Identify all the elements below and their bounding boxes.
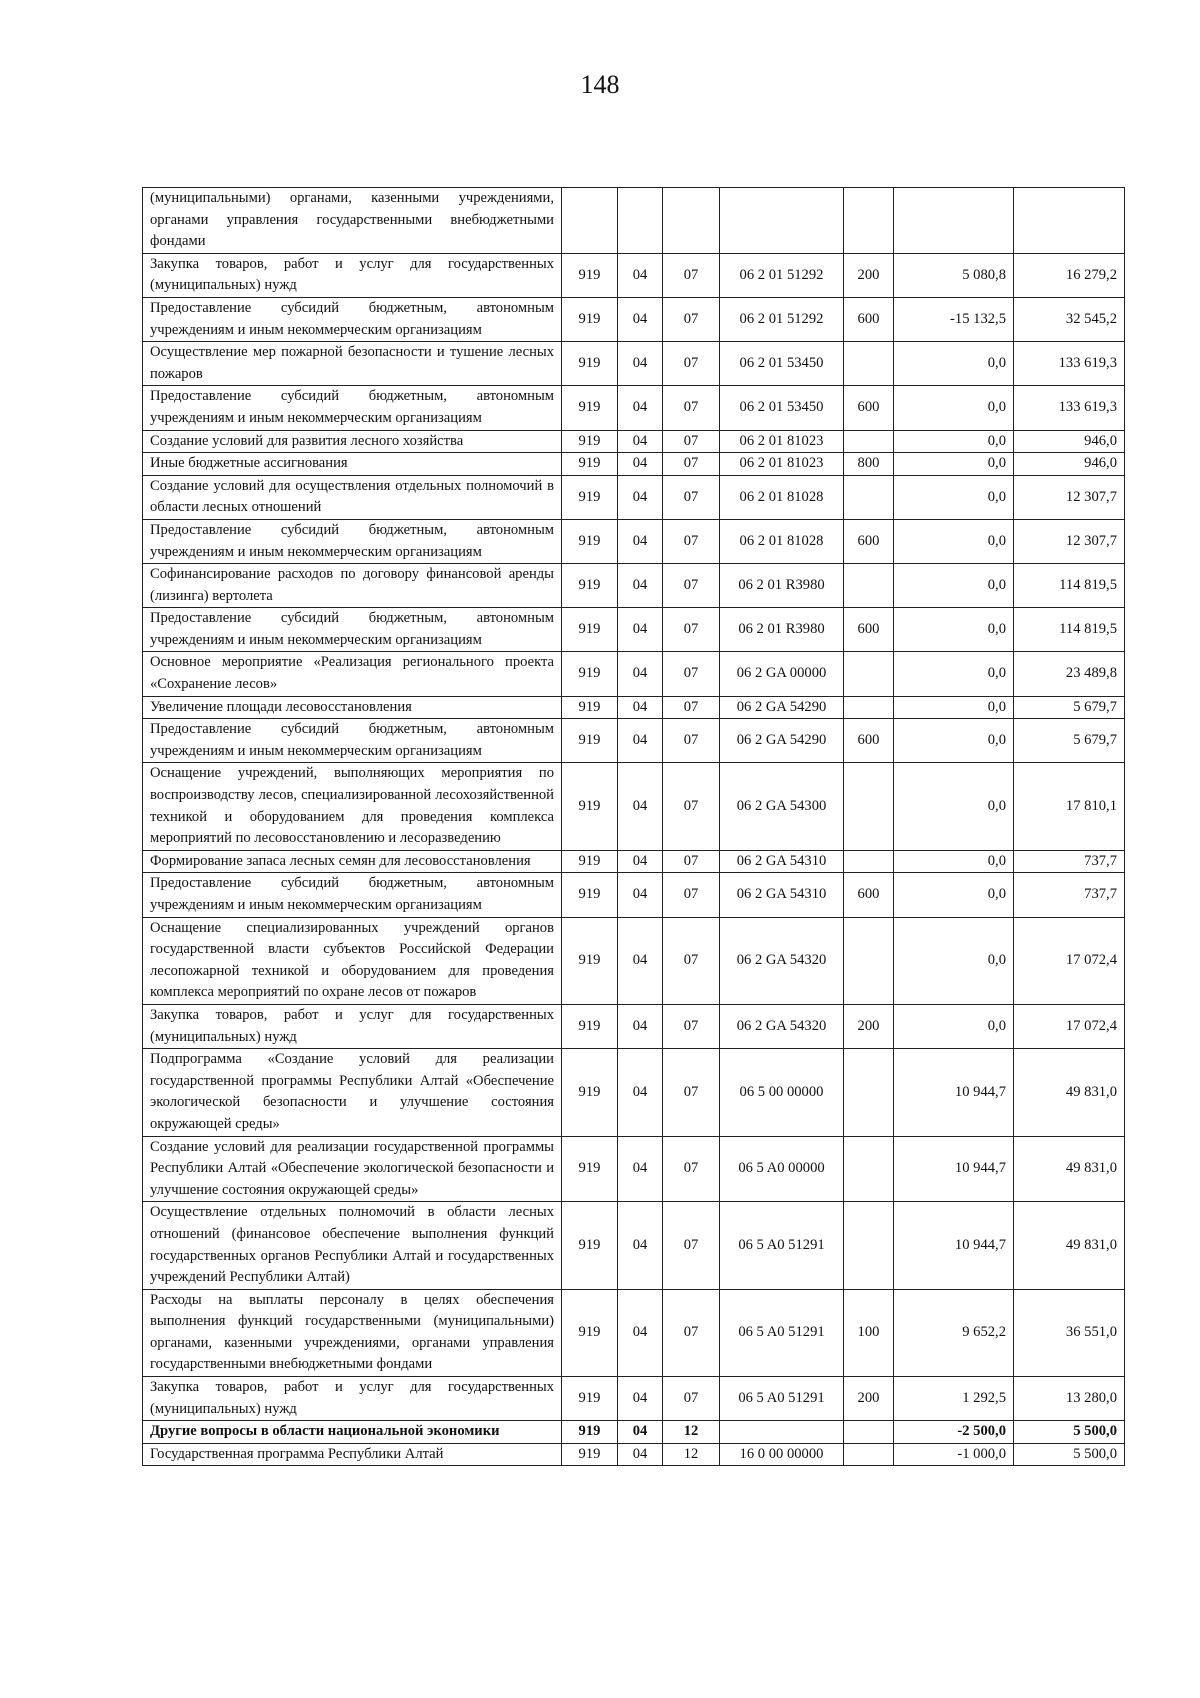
total-amount: 12 307,7	[1014, 475, 1125, 519]
table-row	[143, 188, 1125, 254]
row-name: Государственная программа Республики Алтай	[143, 1443, 562, 1466]
change-amount: 9 652,2	[894, 1289, 1014, 1376]
target-article-code: 06 2 GA 54310	[720, 850, 844, 873]
change-amount: 0,0	[894, 453, 1014, 476]
admin-code: 919	[562, 652, 618, 696]
expense-type-code: 100	[844, 1289, 894, 1376]
table-row	[143, 386, 1125, 430]
expense-type-code	[844, 1049, 894, 1136]
change-amount: 10 944,7	[894, 1049, 1014, 1136]
row-name: Создание условий для реализации государственной программы Республики Алтай «Обеспечение экологической безопасности и улучшение состояния окружающей среды»	[143, 1136, 562, 1202]
expense-type-code	[844, 342, 894, 386]
total-amount: 133 619,3	[1014, 386, 1125, 430]
admin-code: 919	[562, 1004, 618, 1048]
expense-type-code: 600	[844, 719, 894, 763]
section-code: 04	[618, 1289, 663, 1376]
table-row	[143, 253, 1125, 297]
change-amount: 0,0	[894, 1004, 1014, 1048]
section-code: 04	[618, 475, 663, 519]
subsection-code: 07	[663, 873, 720, 917]
target-article-code: 06 2 GA 00000	[720, 652, 844, 696]
admin-code	[562, 188, 618, 254]
table-row	[143, 297, 1125, 341]
row-name: Другие вопросы в области национальной экономики	[143, 1421, 562, 1444]
subsection-code: 07	[663, 253, 720, 297]
subsection-code: 07	[663, 652, 720, 696]
admin-code: 919	[562, 873, 618, 917]
row-name: Оснащение специализированных учреждений органов государственной власти субъектов Российской Федерации лесопожарной техникой и оборудованием для проведения комплекса мероприятий по охране лесов от пожаров	[143, 917, 562, 1004]
section-code: 04	[618, 453, 663, 476]
table-row	[143, 850, 1125, 873]
change-amount: -15 132,5	[894, 297, 1014, 341]
subsection-code: 07	[663, 564, 720, 608]
subsection-code: 07	[663, 453, 720, 476]
table-row	[143, 519, 1125, 563]
table-row	[143, 917, 1125, 1004]
section-code: 04	[618, 652, 663, 696]
row-name: Закупка товаров, работ и услуг для государственных (муниципальных) нужд	[143, 1377, 562, 1421]
change-amount: 0,0	[894, 386, 1014, 430]
subsection-code: 07	[663, 763, 720, 850]
admin-code: 919	[562, 519, 618, 563]
section-code: 04	[618, 1004, 663, 1048]
admin-code: 919	[562, 253, 618, 297]
total-amount: 5 500,0	[1014, 1443, 1125, 1466]
total-amount: 36 551,0	[1014, 1289, 1125, 1376]
section-code: 04	[618, 253, 663, 297]
expense-type-code: 800	[844, 453, 894, 476]
target-article-code: 06 2 GA 54300	[720, 763, 844, 850]
section-code: 04	[618, 608, 663, 652]
row-name: Иные бюджетные ассигнования	[143, 453, 562, 476]
total-amount: 737,7	[1014, 873, 1125, 917]
table-row	[143, 475, 1125, 519]
section-code: 04	[618, 873, 663, 917]
change-amount: 0,0	[894, 763, 1014, 850]
total-amount: 946,0	[1014, 430, 1125, 453]
subsection-code: 07	[663, 430, 720, 453]
row-name: Основное мероприятие «Реализация регионального проекта «Сохранение лесов»	[143, 652, 562, 696]
section-code: 04	[618, 342, 663, 386]
expense-type-code	[844, 475, 894, 519]
section-code: 04	[618, 850, 663, 873]
section-code: 04	[618, 763, 663, 850]
change-amount: 0,0	[894, 696, 1014, 719]
row-name: Создание условий для развития лесного хозяйства	[143, 430, 562, 453]
row-name: Предоставление субсидий бюджетным, автономным учреждениям и иным некоммерческим организациям	[143, 719, 562, 763]
row-name: Предоставление субсидий бюджетным, автономным учреждениям и иным некоммерческим организациям	[143, 386, 562, 430]
subsection-code: 07	[663, 1289, 720, 1376]
admin-code: 919	[562, 564, 618, 608]
subsection-code	[663, 188, 720, 254]
row-name: Предоставление субсидий бюджетным, автономным учреждениям и иным некоммерческим организациям	[143, 297, 562, 341]
table-row	[143, 342, 1125, 386]
change-amount: 0,0	[894, 917, 1014, 1004]
total-amount: 17 810,1	[1014, 763, 1125, 850]
admin-code: 919	[562, 696, 618, 719]
expense-type-code	[844, 1443, 894, 1466]
target-article-code: 06 5 A0 51291	[720, 1377, 844, 1421]
expense-type-code	[844, 188, 894, 254]
section-code: 04	[618, 1377, 663, 1421]
expense-type-code	[844, 1421, 894, 1444]
total-amount: 23 489,8	[1014, 652, 1125, 696]
change-amount: 10 944,7	[894, 1136, 1014, 1202]
admin-code: 919	[562, 1377, 618, 1421]
subsection-code: 12	[663, 1421, 720, 1444]
subsection-code: 07	[663, 1136, 720, 1202]
row-name: Создание условий для осуществления отдельных полномочий в области лесных отношений	[143, 475, 562, 519]
total-amount: 12 307,7	[1014, 519, 1125, 563]
total-amount: 17 072,4	[1014, 917, 1125, 1004]
subsection-code: 07	[663, 342, 720, 386]
target-article-code: 06 2 GA 54310	[720, 873, 844, 917]
total-amount: 5 679,7	[1014, 696, 1125, 719]
total-amount: 17 072,4	[1014, 1004, 1125, 1048]
row-name: Софинансирование расходов по договору финансовой аренды (лизинга) вертолета	[143, 564, 562, 608]
target-article-code: 06 2 01 R3980	[720, 608, 844, 652]
target-article-code: 06 2 GA 54290	[720, 719, 844, 763]
expense-type-code: 600	[844, 297, 894, 341]
total-amount: 49 831,0	[1014, 1136, 1125, 1202]
section-code	[618, 188, 663, 254]
expense-type-code: 200	[844, 1377, 894, 1421]
target-article-code	[720, 1421, 844, 1444]
admin-code: 919	[562, 342, 618, 386]
expense-type-code: 600	[844, 873, 894, 917]
row-name: Предоставление субсидий бюджетным, автономным учреждениям и иным некоммерческим организациям	[143, 608, 562, 652]
expense-type-code	[844, 917, 894, 1004]
expense-type-code: 600	[844, 386, 894, 430]
target-article-code: 06 2 01 R3980	[720, 564, 844, 608]
target-article-code: 06 2 01 81028	[720, 475, 844, 519]
table-row	[143, 652, 1125, 696]
admin-code: 919	[562, 1289, 618, 1376]
subsection-code: 07	[663, 1377, 720, 1421]
total-amount: 114 819,5	[1014, 608, 1125, 652]
change-amount: 0,0	[894, 652, 1014, 696]
subsection-code: 07	[663, 608, 720, 652]
target-article-code: 06 2 01 81023	[720, 430, 844, 453]
admin-code: 919	[562, 850, 618, 873]
change-amount: -2 500,0	[894, 1421, 1014, 1444]
expense-type-code	[844, 1136, 894, 1202]
admin-code: 919	[562, 1443, 618, 1466]
table-row	[143, 763, 1125, 850]
total-amount: 49 831,0	[1014, 1202, 1125, 1289]
table-row	[143, 719, 1125, 763]
page-number: 148	[580, 70, 620, 99]
change-amount: -1 000,0	[894, 1443, 1014, 1466]
expense-type-code: 200	[844, 1004, 894, 1048]
change-amount: 5 080,8	[894, 253, 1014, 297]
table-row	[143, 696, 1125, 719]
admin-code: 919	[562, 1049, 618, 1136]
target-article-code: 06 5 A0 00000	[720, 1136, 844, 1202]
table-row	[143, 1421, 1125, 1444]
subsection-code: 07	[663, 386, 720, 430]
subsection-code: 07	[663, 519, 720, 563]
subsection-code: 07	[663, 475, 720, 519]
row-name: Осуществление мер пожарной безопасности и тушение лесных пожаров	[143, 342, 562, 386]
total-amount: 133 619,3	[1014, 342, 1125, 386]
table-body	[143, 188, 1125, 1466]
admin-code: 919	[562, 917, 618, 1004]
expense-type-code: 600	[844, 608, 894, 652]
change-amount: 0,0	[894, 850, 1014, 873]
total-amount: 114 819,5	[1014, 564, 1125, 608]
budget-table	[142, 187, 1125, 1466]
table-row	[143, 453, 1125, 476]
row-name: Увеличение площади лесовосстановления	[143, 696, 562, 719]
section-code: 04	[618, 430, 663, 453]
expense-type-code	[844, 1202, 894, 1289]
section-code: 04	[618, 1421, 663, 1444]
subsection-code: 07	[663, 1004, 720, 1048]
table-row	[143, 1443, 1125, 1466]
table-row	[143, 1004, 1125, 1048]
row-name: Формирование запаса лесных семян для лесовосстановления	[143, 850, 562, 873]
target-article-code: 06 2 01 51292	[720, 297, 844, 341]
section-code: 04	[618, 1443, 663, 1466]
table-row	[143, 1377, 1125, 1421]
table-row	[143, 608, 1125, 652]
section-code: 04	[618, 297, 663, 341]
change-amount: 0,0	[894, 564, 1014, 608]
table-row	[143, 873, 1125, 917]
target-article-code: 06 2 GA 54320	[720, 917, 844, 1004]
table-row	[143, 1202, 1125, 1289]
target-article-code: 06 2 GA 54320	[720, 1004, 844, 1048]
change-amount: 0,0	[894, 608, 1014, 652]
expense-type-code	[844, 652, 894, 696]
target-article-code: 06 2 GA 54290	[720, 696, 844, 719]
section-code: 04	[618, 696, 663, 719]
change-amount: 0,0	[894, 873, 1014, 917]
subsection-code: 07	[663, 696, 720, 719]
total-amount: 49 831,0	[1014, 1049, 1125, 1136]
change-amount: 0,0	[894, 342, 1014, 386]
expense-type-code: 600	[844, 519, 894, 563]
target-article-code: 06 5 00 00000	[720, 1049, 844, 1136]
table-row	[143, 430, 1125, 453]
target-article-code: 06 2 01 81023	[720, 453, 844, 476]
expense-type-code	[844, 763, 894, 850]
subsection-code: 07	[663, 850, 720, 873]
total-amount: 737,7	[1014, 850, 1125, 873]
section-code: 04	[618, 564, 663, 608]
target-article-code	[720, 188, 844, 254]
target-article-code: 06 2 01 81028	[720, 519, 844, 563]
admin-code: 919	[562, 453, 618, 476]
admin-code: 919	[562, 1202, 618, 1289]
admin-code: 919	[562, 719, 618, 763]
section-code: 04	[618, 719, 663, 763]
target-article-code: 06 2 01 53450	[720, 342, 844, 386]
total-amount: 5 500,0	[1014, 1421, 1125, 1444]
row-name: Предоставление субсидий бюджетным, автономным учреждениям и иным некоммерческим организациям	[143, 873, 562, 917]
row-name: Осуществление отдельных полномочий в области лесных отношений (финансовое обеспечение выполнения функций государственных органов Республики Алтай и государственных учреждений Республики Алтай)	[143, 1202, 562, 1289]
change-amount: 1 292,5	[894, 1377, 1014, 1421]
expense-type-code	[844, 430, 894, 453]
change-amount: 0,0	[894, 430, 1014, 453]
expense-type-code	[844, 564, 894, 608]
total-amount: 946,0	[1014, 453, 1125, 476]
subsection-code: 12	[663, 1443, 720, 1466]
target-article-code: 06 5 A0 51291	[720, 1289, 844, 1376]
change-amount: 10 944,7	[894, 1202, 1014, 1289]
table-row	[143, 1049, 1125, 1136]
total-amount: 13 280,0	[1014, 1377, 1125, 1421]
total-amount: 5 679,7	[1014, 719, 1125, 763]
total-amount: 16 279,2	[1014, 253, 1125, 297]
target-article-code: 06 2 01 53450	[720, 386, 844, 430]
change-amount	[894, 188, 1014, 254]
expense-type-code	[844, 850, 894, 873]
change-amount: 0,0	[894, 519, 1014, 563]
row-name: Предоставление субсидий бюджетным, автономным учреждениям и иным некоммерческим организациям	[143, 519, 562, 563]
target-article-code: 06 5 A0 51291	[720, 1202, 844, 1289]
change-amount: 0,0	[894, 719, 1014, 763]
row-name: Закупка товаров, работ и услуг для государственных (муниципальных) нужд	[143, 1004, 562, 1048]
row-name: Оснащение учреждений, выполняющих мероприятия по воспроизводству лесов, специализированной лесохозяйственной техникой и оборудованием для проведения комплекса мероприятий по лесовосстановлению и лесоразведению	[143, 763, 562, 850]
section-code: 04	[618, 1136, 663, 1202]
target-article-code: 16 0 00 00000	[720, 1443, 844, 1466]
subsection-code: 07	[663, 719, 720, 763]
table-row	[143, 1289, 1125, 1376]
section-code: 04	[618, 1202, 663, 1289]
target-article-code: 06 2 01 51292	[720, 253, 844, 297]
admin-code: 919	[562, 763, 618, 850]
row-name: (муниципальными) органами, казенными учреждениями, органами управления государственными внебюджетными фондами	[143, 188, 562, 254]
row-name: Расходы на выплаты персоналу в целях обеспечения выполнения функций государственными (муниципальными) органами, казенными учреждениями, органами управления государственными внебюджетными фондами	[143, 1289, 562, 1376]
section-code: 04	[618, 519, 663, 563]
admin-code: 919	[562, 475, 618, 519]
subsection-code: 07	[663, 1049, 720, 1136]
admin-code: 919	[562, 1136, 618, 1202]
total-amount	[1014, 188, 1125, 254]
row-name: Подпрограмма «Создание условий для реализации государственной программы Республики Алтай «Обеспечение экологической безопасности и улучшение состояния окружающей среды»	[143, 1049, 562, 1136]
table-row	[143, 1136, 1125, 1202]
subsection-code: 07	[663, 1202, 720, 1289]
admin-code: 919	[562, 430, 618, 453]
expense-type-code	[844, 696, 894, 719]
admin-code: 919	[562, 386, 618, 430]
subsection-code: 07	[663, 297, 720, 341]
admin-code: 919	[562, 608, 618, 652]
section-code: 04	[618, 1049, 663, 1136]
section-code: 04	[618, 917, 663, 1004]
change-amount: 0,0	[894, 475, 1014, 519]
admin-code: 919	[562, 1421, 618, 1444]
admin-code: 919	[562, 297, 618, 341]
total-amount: 32 545,2	[1014, 297, 1125, 341]
expense-type-code: 200	[844, 253, 894, 297]
section-code: 04	[618, 386, 663, 430]
subsection-code: 07	[663, 917, 720, 1004]
table-row	[143, 564, 1125, 608]
row-name: Закупка товаров, работ и услуг для государственных (муниципальных) нужд	[143, 253, 562, 297]
